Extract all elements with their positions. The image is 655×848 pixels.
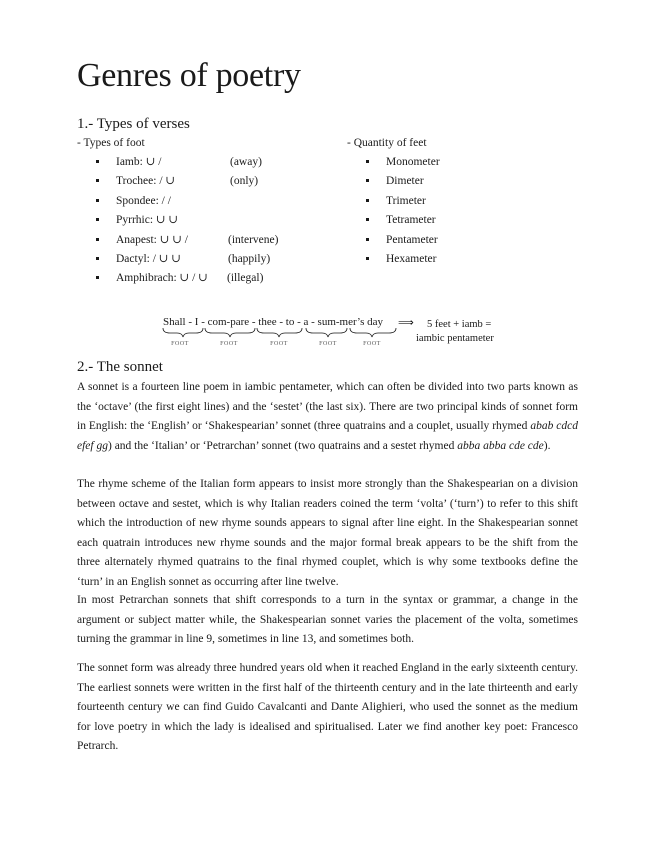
bullet-icon	[96, 179, 99, 182]
arrow-icon: ⟹	[398, 316, 414, 329]
scansion-result-line1: 5 feet + iamb =	[427, 319, 492, 330]
list-item: Dimeter	[366, 172, 516, 191]
bullet-icon	[96, 160, 99, 163]
sonnet-paragraph-4: The sonnet form was already three hundred years old when it reached England in the early sixteenth century. The earliest sonnets were written in the first half of the thirteenth century and in the late thirteenth and early fourteenth century we can find Guido Cavalcanti and Dante Alighieri, who used the sonnet as the medium for love poetry in which the lady is idealised and spiritualised. Later we find another key poet: Francesco Petrarch.	[77, 662, 578, 752]
list-item: Hexameter	[366, 250, 516, 269]
list-item: Iamb: ∪ / (away)	[96, 153, 316, 172]
list-item: Tetrameter	[366, 211, 516, 230]
list-item: Trimeter	[366, 192, 516, 211]
list-item: Dactyl: / ∪ ∪ (happily)	[96, 250, 316, 269]
foot-label: FOOT	[220, 341, 238, 347]
foot-label: FOOT	[363, 341, 381, 347]
page-title: Genres of poetry	[77, 57, 301, 94]
bullet-icon	[96, 218, 99, 221]
bullet-icon	[366, 179, 369, 182]
list-item: Pyrrhic: ∪ ∪	[96, 211, 316, 230]
bullet-icon	[96, 257, 99, 260]
list-item: Pentameter	[366, 231, 516, 250]
quantity-subheading: - Quantity of feet	[347, 137, 427, 149]
foot-brace	[257, 328, 302, 337]
section-heading-types-of-verses: 1.- Types of verses	[77, 116, 190, 132]
sonnet-paragraph-3: In most Petrarchan sonnets that shift corresponds to a turn in the syntax or grammar, a change in the argument or subject matter while, the Shakespearian sonnet varies the placement of the volta, sometimes turning the grammar in line 9, sometimes in line 13, and sometimes both.	[77, 594, 578, 645]
foot-label: FOOT	[171, 341, 189, 347]
scansion-result-line2: iambic pentameter	[416, 333, 494, 344]
bullet-icon	[366, 218, 369, 221]
foot-label: FOOT	[319, 341, 337, 347]
bullet-icon	[366, 257, 369, 260]
list-item: Monometer	[366, 153, 516, 172]
foot-label: FOOT	[270, 341, 288, 347]
list-item: Amphibrach: ∪ / ∪ (illegal)	[96, 269, 316, 288]
bullet-icon	[366, 160, 369, 163]
section-heading-the-sonnet: 2.- The sonnet	[77, 359, 163, 375]
sonnet-paragraph-2: The rhyme scheme of the Italian form appears to insist more strongly than the Shakespearian on a division between octave and sestet, which is why Italian readers coined the term ‘volta’ (‘turn’) to refer to this shift which the introduction of new rhyme sounds appears to signal after line eight. In the Shakespearian sonnet each quatrain introduces new rhyme sounds and the major formal break appears to be the shift from the three alternately rhymed quatrains to the final rhymed couplet, which is why some textbooks define the ‘turn’ in an English sonnet as occurring after line twelve.	[77, 478, 578, 588]
sonnet-paragraph-1: A sonnet is a fourteen line poem in iambic pentameter, which can often be divided into two parts known as the ‘octave’ (the first eight lines) and the ‘sestet’ (the last six). There are two principal kinds of sonnet form in English: the ‘English’ or ‘Shakespearian’ sonnet (three quatrains and a couplet, usually rhymed abab cdcd efef gg) and the ‘Italian’ or ‘Petrarchan’ sonnet (two quatrains and a sestet rhymed abba abba cde cde).	[77, 381, 578, 452]
foot-brace	[350, 328, 396, 337]
foot-brace	[163, 328, 203, 337]
bullet-icon	[96, 238, 99, 241]
bullet-icon	[96, 199, 99, 202]
scansion-diagram	[0, 305, 655, 365]
list-item: Spondee: / /	[96, 192, 316, 211]
foot-braces	[163, 328, 396, 337]
bullet-icon	[366, 199, 369, 202]
foot-types-list	[96, 153, 316, 289]
scansion-line: Shall - I - com-pare - thee - to - a - sum-mer’s day	[163, 316, 384, 328]
bullet-icon	[96, 276, 99, 279]
bullet-icon	[366, 238, 369, 241]
foot-brace	[205, 328, 255, 337]
foot-brace	[306, 328, 347, 337]
list-item: Anapest: ∪ ∪ / (intervene)	[96, 231, 316, 250]
list-item: Trochee: / ∪ (only)	[96, 172, 316, 191]
feet-subheading: - Types of foot	[77, 137, 145, 149]
foot-quantity-list	[366, 153, 516, 269]
